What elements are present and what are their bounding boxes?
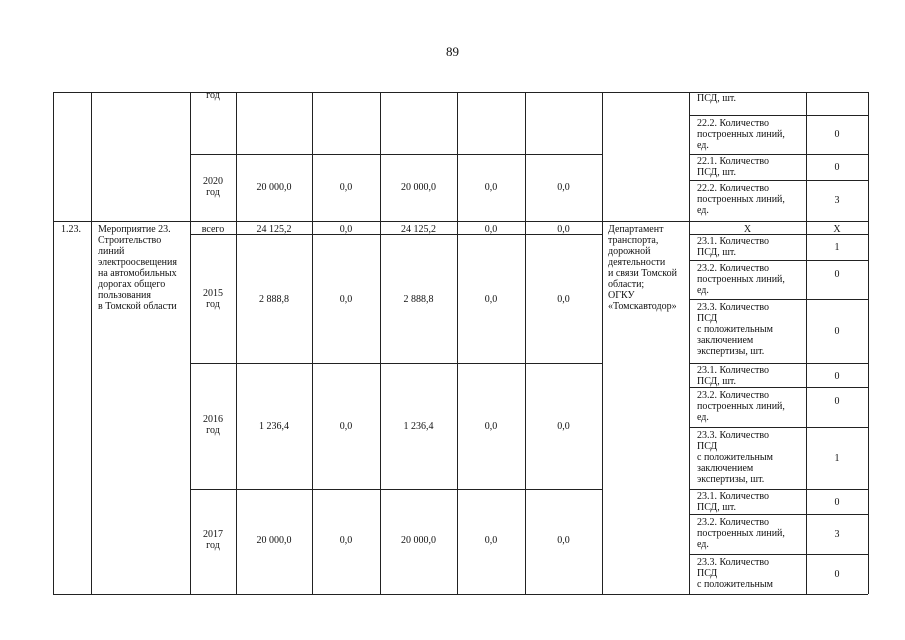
total-cell: 20 000,0 (256, 535, 292, 546)
row-divider (190, 363, 602, 364)
extra-cell: 0,0 (557, 421, 570, 432)
measure-name: Мероприятие 23. Строительство линий электроосвещения на автомобильных дорогах общего пользования в Томской области (98, 224, 177, 312)
row-divider (689, 387, 868, 388)
column-divider (525, 92, 526, 594)
page-number: 89 (446, 44, 459, 59)
extra-cell: 0,0 (557, 224, 570, 235)
local-cell: 0,0 (484, 535, 498, 546)
indicator-cell: 22.2. Количество построенных линий, ед. (697, 183, 785, 216)
indicator-cell: 22.1. Количество ПСД, шт. (697, 156, 770, 178)
column-divider (91, 92, 92, 594)
year-cell: год (206, 90, 220, 101)
table-border (868, 92, 869, 594)
indicator-cell: 23.1. Количество ПСД, шт. (697, 491, 770, 513)
value-cell: 0 (834, 396, 840, 407)
year-cell: 2015 год (203, 288, 223, 310)
row-divider (190, 154, 602, 155)
federal-cell: 0,0 (339, 421, 353, 432)
indicator-cell: 23.3. Количество ПСД с положительным заключением экспертизы, шт. (697, 430, 773, 485)
indicator-cell: 23.3. Количество ПСД с положительным (697, 557, 773, 590)
column-divider (457, 92, 458, 594)
indicator-cell: X (743, 224, 752, 235)
year-cell: 2016 год (203, 414, 223, 436)
measure-number: 1.23. (61, 224, 81, 235)
row-divider (689, 363, 868, 364)
local-cell: 0,0 (484, 421, 498, 432)
indicator-cell: 23.3. Количество ПСД с положительным заключением экспертизы, шт. (697, 302, 773, 357)
column-divider (380, 92, 381, 594)
total-cell: 20 000,0 (256, 182, 292, 193)
federal-cell: 0,0 (339, 535, 353, 546)
indicator-cell: 23.1. Количество ПСД, шт. (697, 236, 770, 258)
regional-cell: 24 125,2 (401, 224, 436, 235)
value-cell: 3 (834, 529, 840, 540)
row-divider (689, 299, 868, 300)
column-divider (312, 92, 313, 594)
row-divider (689, 554, 868, 555)
column-divider (602, 92, 603, 594)
year-cell: 2020 год (203, 176, 223, 198)
indicator-cell: ПСД, шт. (697, 93, 737, 104)
value-cell: 0 (834, 497, 840, 508)
row-divider (190, 489, 602, 490)
value-cell: 1 (834, 242, 840, 253)
indicator-cell: 23.2. Количество построенных линий, ед. (697, 517, 785, 550)
column-divider (689, 92, 690, 594)
indicator-cell: 23.2. Количество построенных линий, ед. (697, 390, 785, 423)
year-cell: 2017 год (203, 529, 223, 551)
indicator-cell: 22.2. Количество построенных линий, ед. (697, 118, 785, 151)
row-divider (689, 260, 868, 261)
row-divider (689, 514, 868, 515)
regional-cell: 2 888,8 (403, 294, 434, 305)
value-cell: 1 (834, 453, 840, 464)
row-divider (689, 489, 868, 490)
total-cell: 2 888,8 (259, 294, 289, 305)
row-divider (53, 221, 868, 222)
value-cell: 0 (834, 371, 840, 382)
extra-cell: 0,0 (557, 535, 570, 546)
extra-cell: 0,0 (557, 294, 570, 305)
value-cell: 0 (834, 129, 840, 140)
executor-cell: Департамент транспорта, дорожной деятельности и связи Томской области; ОГКУ «Томскавтодор» (608, 224, 677, 312)
federal-cell: 0,0 (339, 294, 353, 305)
federal-cell: 0,0 (339, 224, 353, 235)
row-divider (689, 427, 868, 428)
value-cell: X (833, 224, 841, 235)
row-divider (689, 180, 868, 181)
federal-cell: 0,0 (339, 182, 353, 193)
regional-cell: 20 000,0 (401, 535, 436, 546)
total-cell: 24 125,2 (256, 224, 292, 235)
value-cell: 3 (834, 195, 840, 206)
value-cell: 0 (834, 569, 840, 580)
local-cell: 0,0 (484, 224, 498, 235)
row-divider (689, 115, 868, 116)
regional-cell: 20 000,0 (401, 182, 436, 193)
row-divider (689, 154, 868, 155)
column-divider (236, 92, 237, 594)
value-cell: 0 (834, 326, 840, 337)
regional-cell: 1 236,4 (403, 421, 434, 432)
local-cell: 0,0 (484, 182, 498, 193)
local-cell: 0,0 (484, 294, 498, 305)
indicator-cell: 23.2. Количество построенных линий, ед. (697, 263, 785, 296)
column-divider (190, 92, 191, 594)
extra-cell: 0,0 (557, 182, 570, 193)
table-border (53, 92, 54, 594)
total-cell: 1 236,4 (259, 421, 289, 432)
table-border (53, 594, 868, 595)
value-cell: 0 (834, 162, 840, 173)
year-cell: всего (201, 224, 225, 235)
value-cell: 0 (834, 269, 840, 280)
indicator-cell: 23.1. Количество ПСД, шт. (697, 365, 770, 387)
